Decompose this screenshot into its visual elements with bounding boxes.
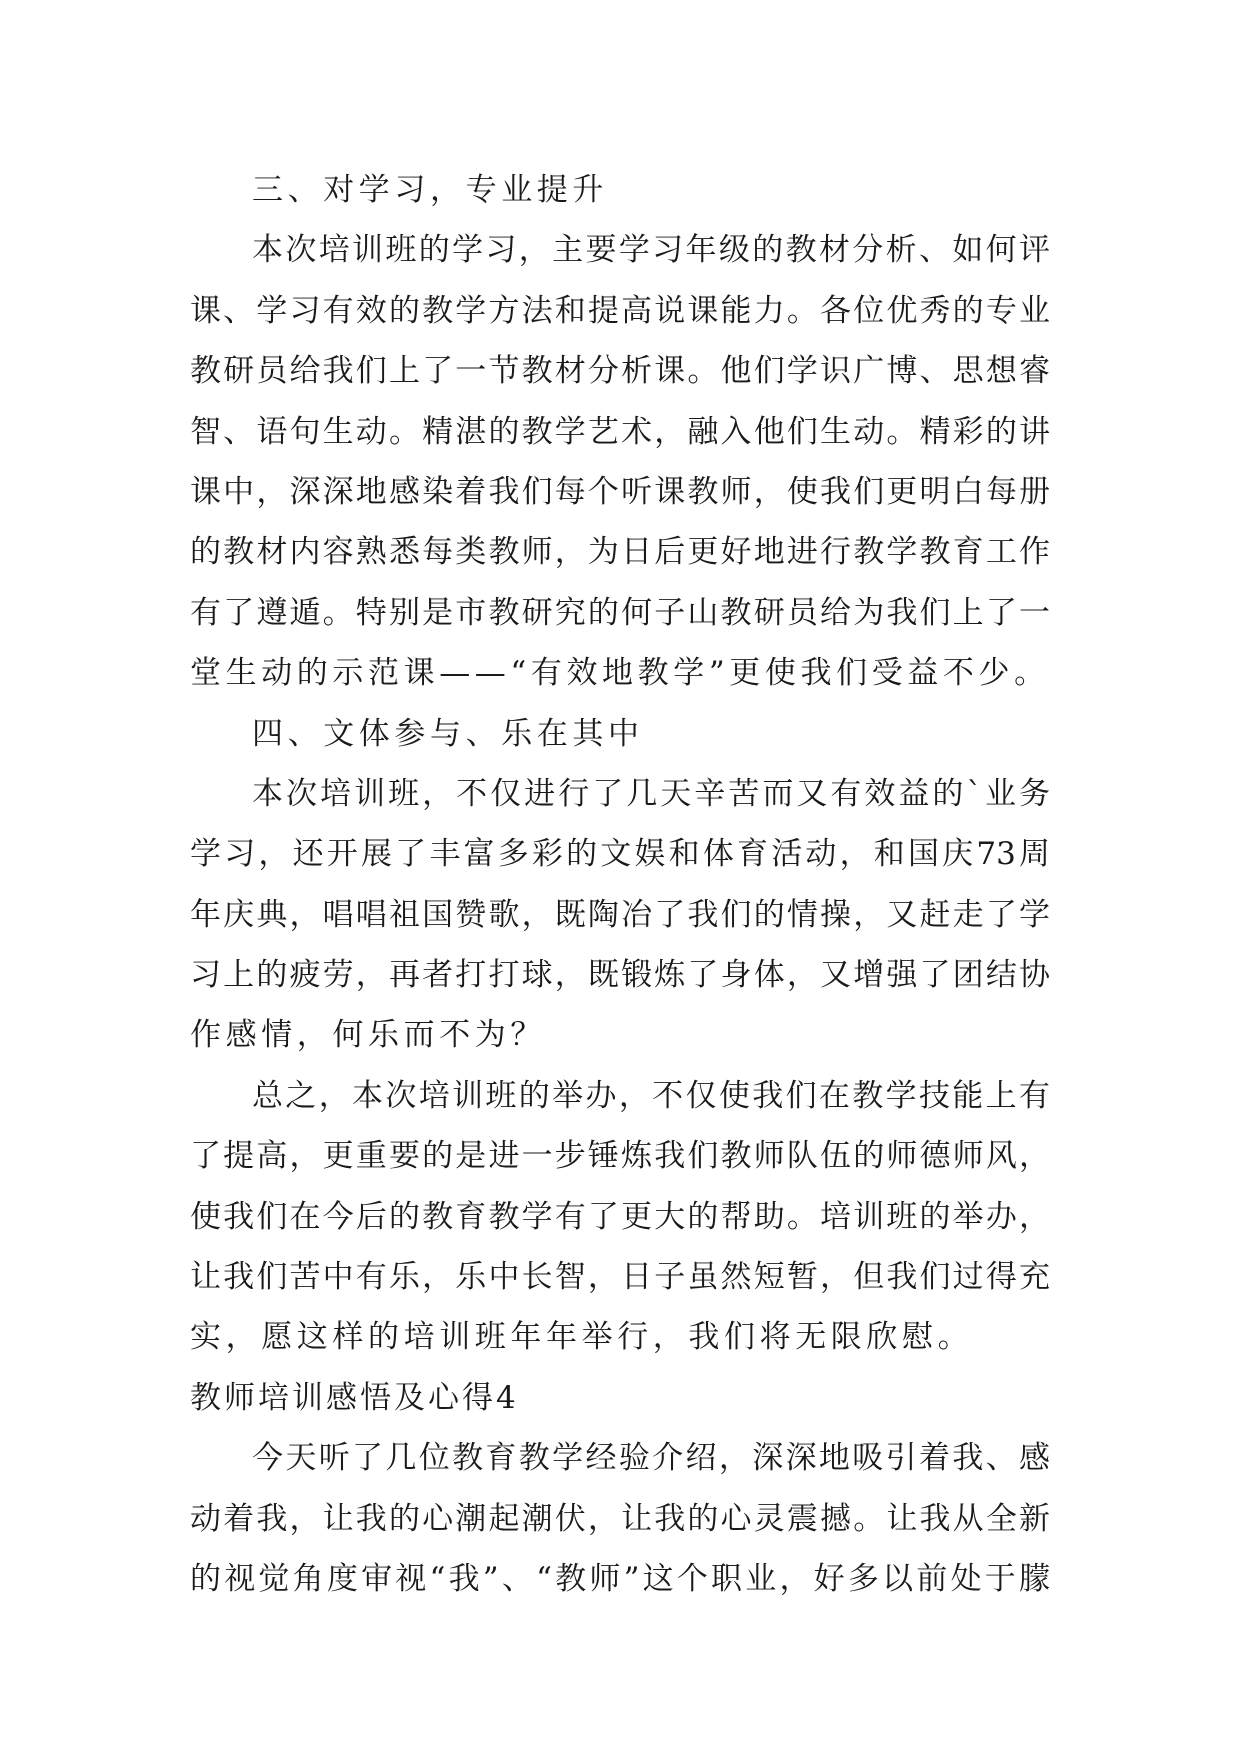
paragraph-line: 使我们在今后的教育教学有了更大的帮助。培训班的举办， bbox=[190, 1198, 1050, 1235]
paragraph-line: 习上的疲劳，再者打打球，既锻炼了身体，又增强了团结协 bbox=[190, 957, 1050, 994]
paragraph-line: 让我们苦中有乐，乐中长智，日子虽然短暂，但我们过得充 bbox=[190, 1259, 1050, 1296]
paragraph-line: 年庆典，唱唱祖国赞歌，既陶冶了我们的情操，又赶走了学 bbox=[190, 896, 1050, 933]
section-heading-4: 四、文体参与、乐在其中 bbox=[252, 715, 644, 752]
paragraph-line: 的教材内容熟悉每类教师，为日后更好地进行教学教育工作 bbox=[190, 534, 1050, 571]
paragraph-line: 本次培训班的学习，主要学习年级的教材分析、如何评 bbox=[252, 232, 1050, 269]
paragraph-line: 课中，深深地感染着我们每个听课教师，使我们更明白每册 bbox=[190, 473, 1050, 510]
paragraph-line: 课、学习有效的教学方法和提高说课能力。各位优秀的专业 bbox=[190, 292, 1050, 329]
paragraph-line: 教研员给我们上了一节教材分析课。他们学识广博、思想睿 bbox=[190, 353, 1050, 390]
paragraph-line: 堂生动的示范课——“有效地教学”更使我们受益不少。 bbox=[190, 655, 1050, 692]
paragraph-line: 的视觉角度审视“我”、“教师”这个职业，好多以前处于朦 bbox=[190, 1560, 1050, 1597]
paragraph-line: 作感情，何乐而不为？ bbox=[190, 1017, 546, 1054]
section-heading-3: 三、对学习，专业提升 bbox=[252, 172, 608, 208]
paragraph-line: 今天听了几位教育教学经验介绍，深深地吸引着我、感 bbox=[252, 1440, 1050, 1477]
paragraph-line: 智、语句生动。精湛的教学艺术，融入他们生动。精彩的讲 bbox=[190, 413, 1050, 450]
paragraph-line: 总之，本次培训班的举办，不仅使我们在教学技能上有 bbox=[252, 1077, 1050, 1114]
paragraph-line: 动着我，让我的心潮起潮伏，让我的心灵震撼。让我从全新 bbox=[190, 1500, 1050, 1537]
article-title: 教师培训感悟及心得4 bbox=[190, 1379, 519, 1416]
paragraph-line: 学习，还开展了丰富多彩的文娱和体育活动，和国庆73周 bbox=[190, 836, 1050, 873]
paragraph-line: 了提高，更重要的是进一步锤炼我们教师队伍的师德师风， bbox=[190, 1138, 1050, 1175]
document-page bbox=[190, 160, 1050, 1609]
paragraph-line: 实，愿这样的培训班年年举行，我们将无限欣慰。 bbox=[190, 1319, 974, 1356]
paragraph-line: 有了遵遁。特别是市教研究的何子山教研员给为我们上了一 bbox=[190, 594, 1050, 631]
paragraph-line: 本次培训班，不仅进行了几天辛苦而又有效益的`业务 bbox=[252, 775, 1050, 812]
